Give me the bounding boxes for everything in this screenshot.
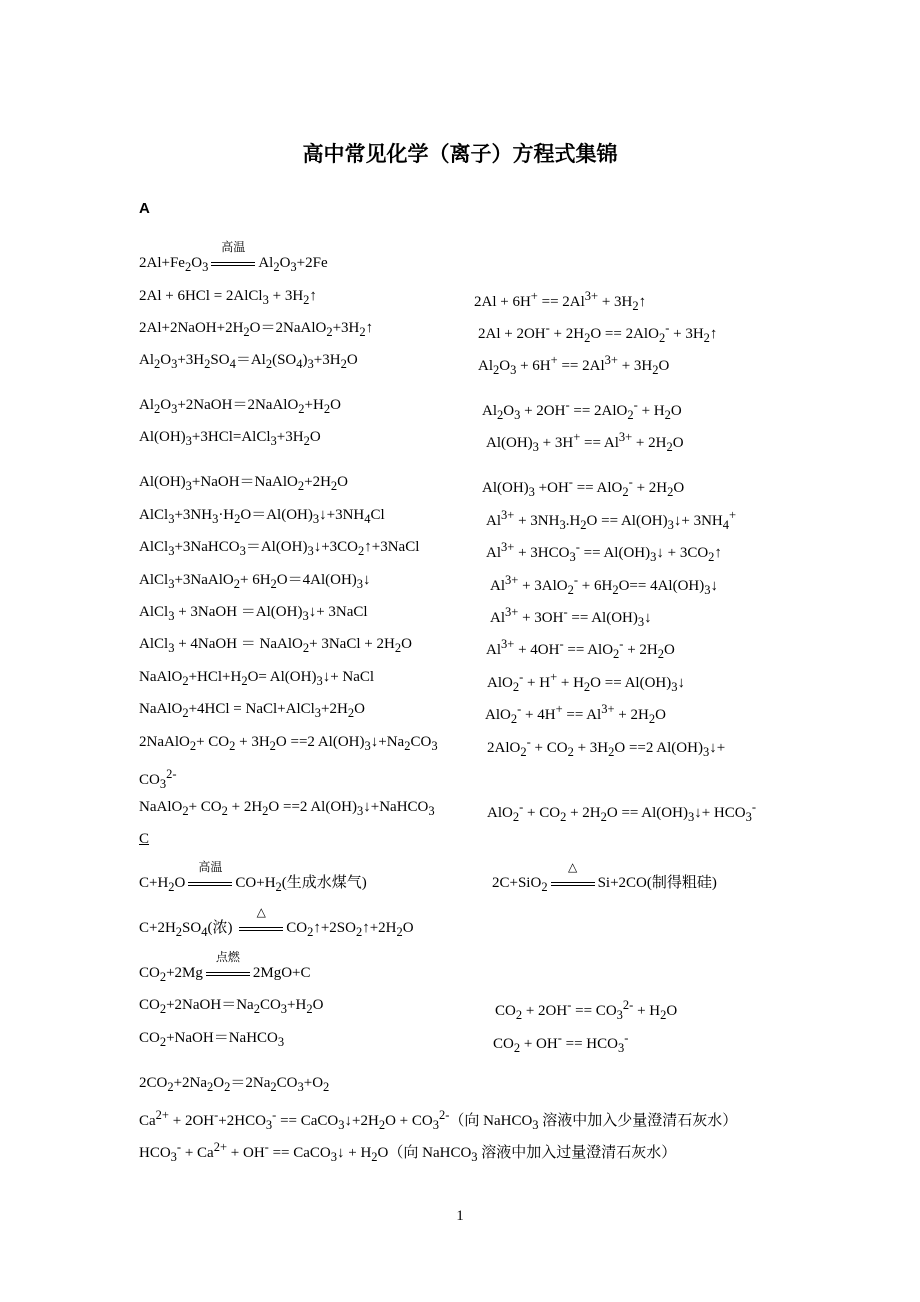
ionic-equation: $Al(OH)_3 +OH^- == AlO_2^- + 2H_2O$ (482, 475, 685, 499)
ionic-equation: $AlO_2^- + CO_2 + 2H_2O$ == $Al(OH)_3↓+ HCO_3^-$ (487, 800, 757, 824)
chemical-equation: $Al(OH)_3+3HCl=AlCl_3+3H_2O$ (139, 429, 321, 448)
ionic-equation: $Al^{3+} + 3HCO_3^-$ == $Al(OH)_3↓$ + $3CO_2↑$ (486, 540, 722, 564)
chemical-equation: 2Al + 6HCl = 2AlCl$_3$ + $3H_2↑$ (139, 288, 317, 307)
ionic-equation: $Al_2O_3 + 2OH^- == 2AlO_2^- + H_2O$ (482, 398, 682, 422)
chemical-equation: $CO_3^{2-}$ (139, 767, 177, 791)
section-heading-c: C (139, 831, 150, 847)
ionic-equation: $2AlO_2^- + CO_2 + 3H_2O ==2$ $Al(OH)_3↓+$ (487, 735, 726, 759)
chemical-equation: AlCl$_3$ + 3NaOH $=Al(OH)_3↓+$ 3NaCl (139, 604, 368, 623)
ionic-equation: $2Al + 6H^+ == 2Al^{3+}$ + $3H_2↑$ (474, 289, 647, 313)
chemical-equation: $2Al+Fe_2O_3$ 高温 $Al_2O_3+2Fe$ (139, 240, 328, 274)
ionic-equation: $Al^{3+} + 3AlO_2^- + 6H_2O==$ $4Al(OH)_3↓$ (490, 573, 718, 597)
chemical-equation: $Al_2O_3+2NaOH=2NaAlO_2+H_2O$ (139, 397, 341, 416)
page-number: 1 (456, 1208, 464, 1224)
ionic-equation: $AlO_2^- + 4H^+ == Al^{3+} + 2H_2O$ (485, 702, 666, 726)
reaction-condition-arrow: 高温 (186, 873, 234, 893)
chemical-equation: $AlCl_3+3NH_3\cdot H_2O=Al(OH)_3↓+3NH_4Cl$ (139, 507, 385, 526)
section-heading-a: A (139, 200, 150, 217)
chemical-equation: $C+H_2O$ 高温 $CO+H_2$(生成水煤气) (139, 860, 367, 894)
ionic-equation: $CO_2 + OH^- == HCO_3^-$ (493, 1031, 629, 1055)
ionic-equation: 2C+SiO$_2$ △ Si+2CO(制得粗硅) (492, 860, 717, 894)
ionic-equation: $Al(OH)_3 + 3H^+ == Al^{3+} + 2H_2O$ (486, 430, 684, 454)
chemical-equation: 2NaAlO$_2$+ $CO_2 + 3H_2O ==2$ $Al(OH)_3↓+Na_2CO_3$ (139, 734, 438, 753)
chemical-equation: $NaAlO_2+HCl+H_2O=$ $Al(OH)_3↓+$ NaCl (139, 669, 375, 688)
chemical-equation: $CO_2+NaOH=NaHCO_3$ (139, 1030, 285, 1049)
chemical-equation: $Al_2O_3+3H_2SO_4=Al_2(SO_4)_3+3H_2O$ (139, 352, 358, 371)
ionic-equation: $2Al + 2OH^- + 2H_2O == 2AlO_2^-$ + $3H_2↑$ (478, 321, 718, 345)
ionic-equation: $Al^{3+} + 4OH^- == AlO_2^- + 2H_2O$ (486, 637, 675, 661)
chemical-equation: NaAlO$_2$+ $CO_2 + 2H_2O ==2$ $Al(OH)_3↓+NaHCO_3$ (139, 799, 435, 818)
chemical-equation: $2Al+2NaOH+2H_2O=2NaAlO_2+3H_2↑$ (139, 320, 374, 339)
ionic-equation: $Al_2O_3 + 6H^+ == 2Al^{3+} + 3H_2O$ (478, 353, 670, 377)
ionic-equation: $Al^{3+} + 3OH^-$ == $Al(OH)_3↓$ (490, 605, 652, 629)
chemical-equation: AlCl$_3$+3NaAlO$_2$+ $6H_2O=4Al(OH)_3↓$ (139, 572, 371, 591)
chemical-equation: $CO_2+2Mg$ 点燃 2MgO+C (139, 950, 311, 984)
reaction-condition-arrow: 高温 (209, 253, 257, 273)
chemical-equation: $HCO_3^- + Ca^{2+} + OH^-$ == CaCO$_3$↓ + $H_2O$（向 NaHCO$_3$ 溶液中加入过量澄清石灰水） (139, 1140, 677, 1164)
ionic-equation: $CO_2 + 2OH^- == CO_3^{2-} + H_2O$ (495, 998, 678, 1022)
chemical-equation: $CO_2+2NaOH=Na_2CO_3+H_2O$ (139, 997, 324, 1016)
chemical-equation: AlCl$_3$ + 4NaOH ＝ NaAlO$_2$+ 3NaCl + $2H_2O$ (139, 636, 412, 655)
page-title: 高中常见化学（离子）方程式集锦 (302, 142, 618, 166)
reaction-condition-arrow: 点燃 (204, 963, 252, 983)
reaction-condition-arrow: △ (237, 918, 285, 938)
ionic-equation: $AlO_2^- + H^+ + H_2O$ == $Al(OH)_3↓$ (487, 670, 686, 694)
ionic-equation: $Al^{3+} + 3NH_3.H_2O$ == $Al(OH)_3↓+ 3NH_4^+$ (486, 508, 737, 532)
reaction-condition-arrow: △ (549, 873, 597, 893)
chemical-equation: $2CO_2+2Na_2O_2=2Na_2CO_3+O_2$ (139, 1075, 330, 1094)
chemical-equation: $Ca^{2+} + 2OH^-+2HCO_3^-$ == $CaCO_3↓+2H_2O + CO_3^{2-}$（向 NaHCO$_3$ 溶液中加入少量澄清石灰水） (139, 1108, 738, 1132)
chemical-equation: $C+2H_2SO_4$(浓) △ $CO_2↑+2SO_2↑+2H_2O$ (139, 905, 414, 939)
chemical-equation: $AlCl_3+3NaHCO_3=Al(OH)_3↓+3CO_2↑+3NaCl$ (139, 539, 420, 558)
chemical-equation: NaAlO$_2$+4HCl = $NaCl+AlCl_3+2H_2O$ (139, 701, 365, 720)
chemical-equation: $Al(OH)_3+NaOH=NaAlO_2+2H_2O$ (139, 474, 348, 493)
